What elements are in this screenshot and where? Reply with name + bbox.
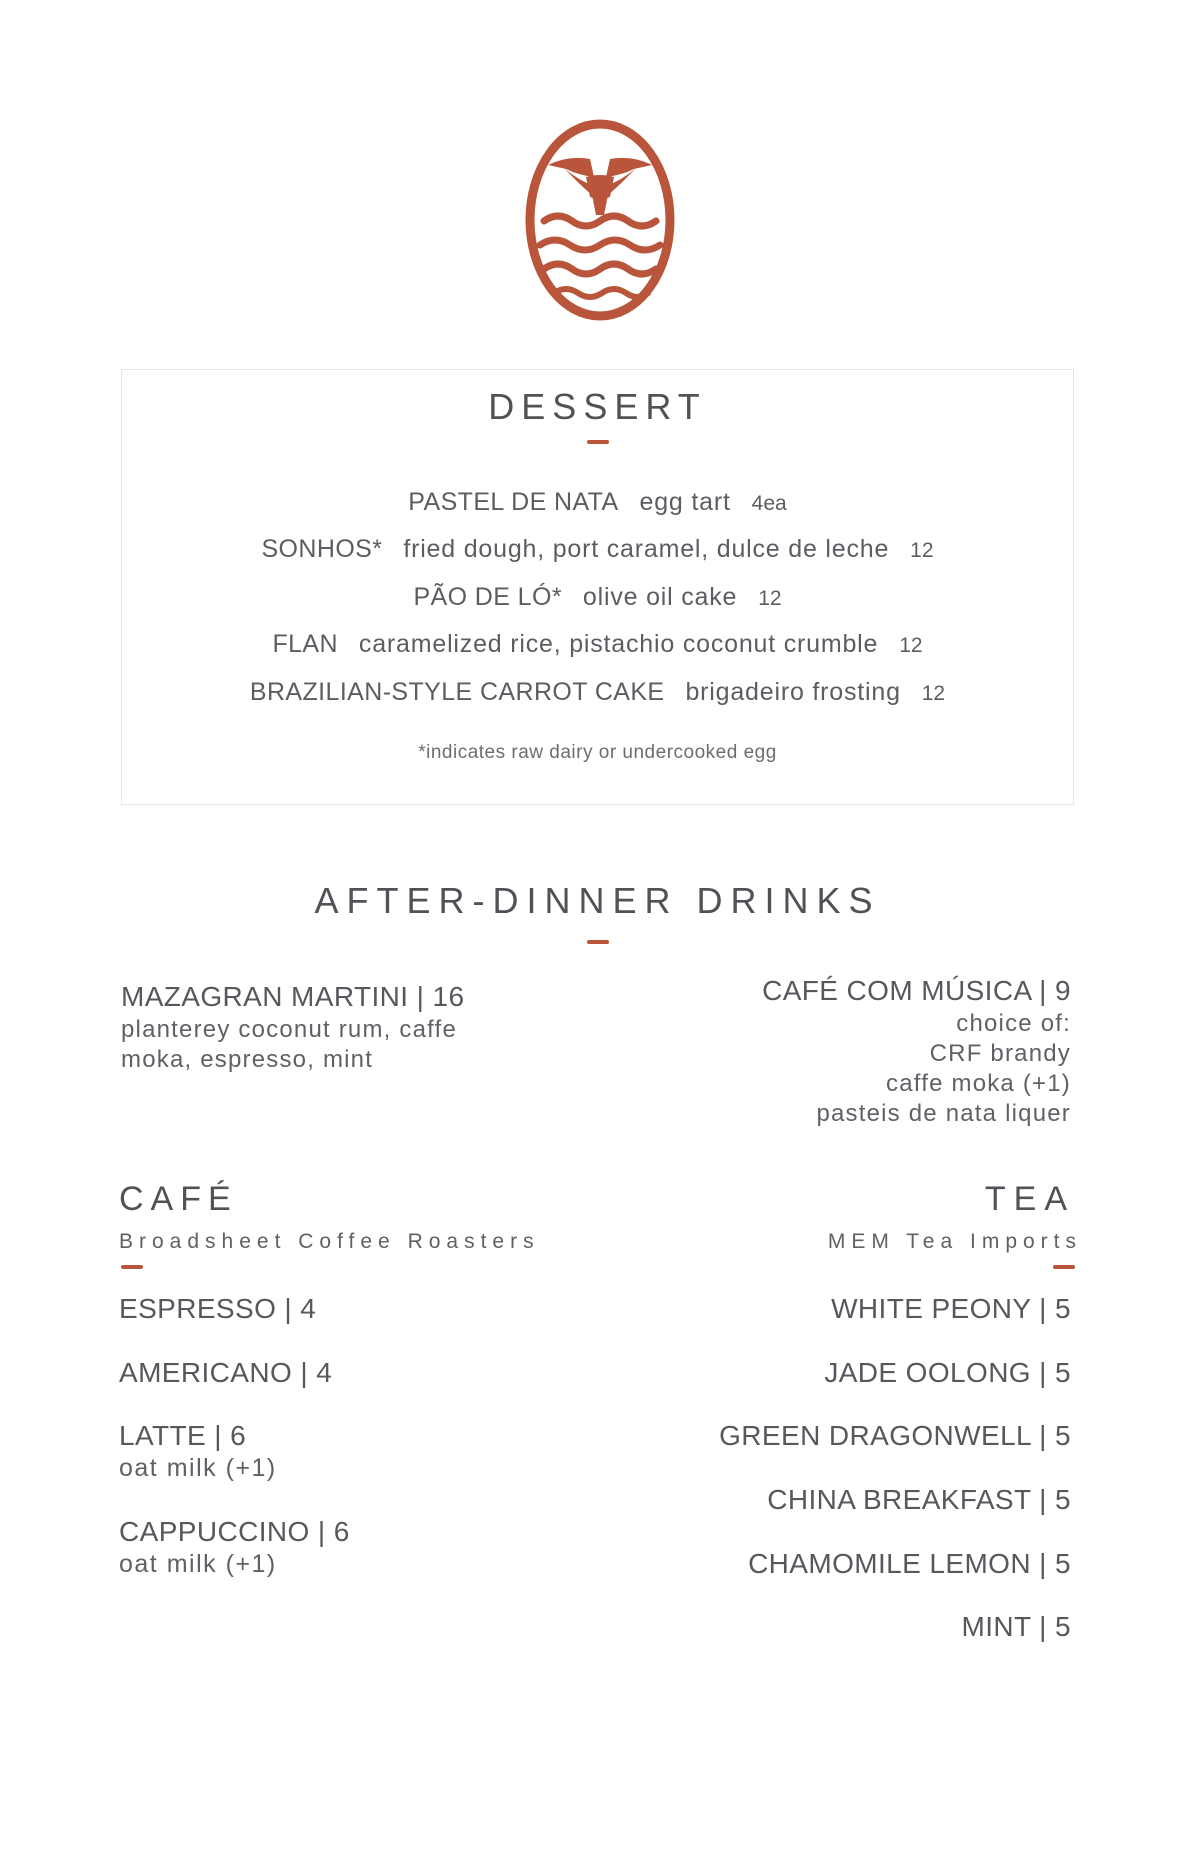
dessert-item-desc: egg tart bbox=[639, 488, 731, 516]
dessert-item-name: PÃO DE LÓ* bbox=[413, 583, 562, 611]
cafe-divider bbox=[121, 1265, 143, 1269]
cafe-item: ESPRESSO | 4 bbox=[119, 1293, 317, 1324]
dessert-item bbox=[121, 583, 1074, 612]
cafe-item-option: oat milk (+1) bbox=[119, 1550, 277, 1578]
tea-subtitle: MEM Tea Imports bbox=[827, 1230, 1082, 1253]
drink-desc: CRF brandy bbox=[929, 1040, 1071, 1067]
drink-name: MAZAGRAN MARTINI | 16 bbox=[121, 981, 465, 1012]
dessert-item-desc: olive oil cake bbox=[582, 583, 738, 611]
dessert-item-desc: caramelized rice, pistachio coconut crumble bbox=[358, 630, 879, 658]
dessert-item-price: 4ea bbox=[751, 492, 787, 515]
after-dinner-title: AFTER-DINNER DRINKS bbox=[314, 880, 881, 921]
after-dinner-divider bbox=[587, 940, 609, 944]
tea-title: TEA bbox=[984, 1180, 1075, 1218]
drink-desc: planterey coconut rum, caffe bbox=[121, 1016, 457, 1043]
dessert-item-price: 12 bbox=[758, 587, 782, 610]
tea-item: WHITE PEONY | 5 bbox=[831, 1293, 1071, 1324]
cafe-com-musica bbox=[620, 975, 1071, 1129]
dessert-item-desc: fried dough, port caramel, dulce de leche bbox=[403, 535, 890, 563]
cafe-item: CAPPUCCINO | 6 bbox=[119, 1516, 350, 1547]
dessert-item-name: FLAN bbox=[272, 630, 338, 658]
tea-item: CHINA BREAKFAST | 5 bbox=[767, 1484, 1071, 1515]
cafe-subtitle: Broadsheet Coffee Roasters bbox=[119, 1230, 540, 1253]
dessert-item-price: 12 bbox=[899, 634, 923, 657]
dessert-divider bbox=[587, 440, 609, 444]
dessert-title: DESSERT bbox=[488, 386, 707, 427]
cafe-item: AMERICANO | 4 bbox=[119, 1357, 333, 1388]
dessert-item-name: PASTEL DE NATA bbox=[408, 488, 619, 516]
cafe-title: CAFÉ bbox=[119, 1180, 238, 1218]
dessert-item bbox=[121, 678, 1074, 707]
dessert-item bbox=[121, 488, 1074, 517]
dessert-item-price: 12 bbox=[921, 682, 946, 705]
dessert-item bbox=[121, 630, 1074, 659]
tea-divider bbox=[1053, 1265, 1075, 1269]
tea-item: JADE OOLONG | 5 bbox=[824, 1357, 1071, 1388]
drink-name: CAFÉ COM MÚSICA | 9 bbox=[762, 975, 1071, 1006]
cafe-item-option: oat milk (+1) bbox=[119, 1454, 277, 1482]
drink-desc: caffe moka (+1) bbox=[886, 1070, 1071, 1097]
dessert-item-name: SONHOS* bbox=[261, 535, 383, 563]
dessert-item-name: BRAZILIAN-STYLE CARROT CAKE bbox=[249, 678, 665, 706]
tea-item: CHAMOMILE LEMON | 5 bbox=[748, 1548, 1071, 1579]
dessert-item bbox=[121, 535, 1074, 564]
drink-desc: moka, espresso, mint bbox=[121, 1046, 374, 1073]
tea-item: GREEN DRAGONWELL | 5 bbox=[719, 1420, 1071, 1451]
cafe-item: LATTE | 6 bbox=[119, 1420, 247, 1451]
drink-desc: pasteis de nata liquer bbox=[816, 1100, 1071, 1127]
drink-desc: choice of: bbox=[956, 1010, 1071, 1037]
dessert-item-desc: brigadeiro frosting bbox=[685, 678, 901, 706]
tea-item: MINT | 5 bbox=[961, 1611, 1071, 1642]
whale-tail-waves-icon bbox=[520, 115, 680, 325]
dessert-note: *indicates raw dairy or undercooked egg bbox=[418, 742, 777, 763]
mazagran-martini bbox=[121, 981, 581, 1075]
dessert-item-price: 12 bbox=[910, 539, 934, 562]
